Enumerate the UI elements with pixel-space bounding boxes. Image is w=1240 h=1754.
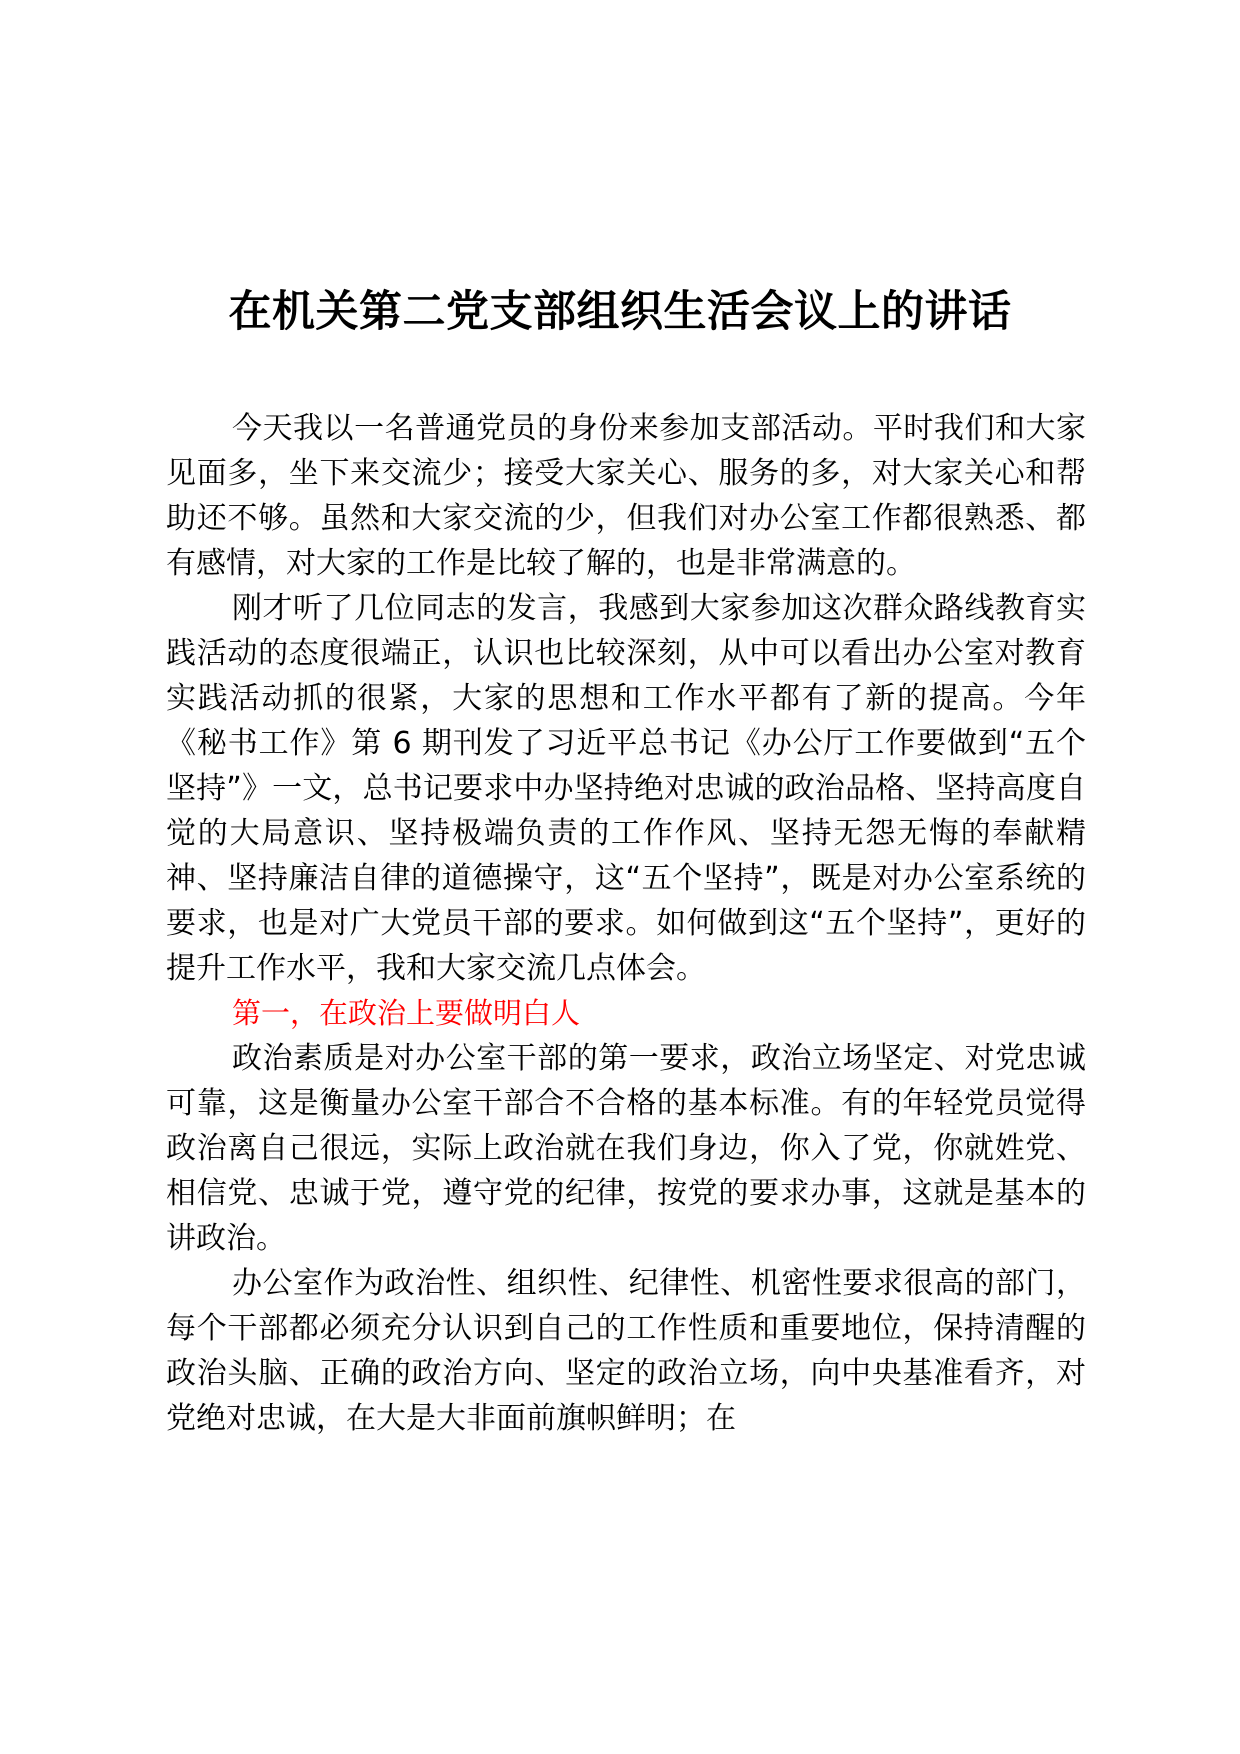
document-body	[166, 406, 1086, 1441]
body-paragraph: 刚才听了几位同志的发言，我感到大家参加这次群众路线教育实践活动的态度很端正，认识也比较深刻，从中可以看出办公室对教育实践活动抓的很紧，大家的思想和工作水平都有了新的提高。今年《秘书工作》第 6 期刊发了习近平总书记《办公厅工作要做到“五个坚持”》一文，总书记要求中办坚持绝对忠诚的政治品格、坚持高度自觉的大局意识、坚持极端负责的工作作风、坚持无怨无悔的奉献精神、坚持廉洁自律的道德操守，这“五个坚持”，既是对办公室系统的要求，也是对广大党员干部的要求。如何做到这“五个坚持”，更好的提升工作水平，我和大家交流几点体会。	[166, 591, 1086, 986]
body-paragraph: 政治素质是对办公室干部的第一要求，政治立场坚定、对党忠诚可靠，这是衡量办公室干部合不合格的基本标准。有的年轻党员觉得政治离自己很远，实际上政治就在我们身边，你入了党，你就姓党、相信党、忠诚于党，遵守党的纪律，按党的要求办事，这就是基本的讲政治。	[166, 1041, 1086, 1256]
section-heading: 第一，在政治上要做明白人	[232, 996, 581, 1030]
body-paragraph: 办公室作为政治性、组织性、纪律性、机密性要求很高的部门，每个干部都必须充分认识到自己的工作性质和重要地位，保持清醒的政治头脑、正确的政治方向、坚定的政治立场，向中央基准看齐，对党绝对忠诚，在大是大非面前旗帜鲜明；在	[166, 1266, 1086, 1436]
document-title: 在机关第二党支部组织生活会议上的讲话	[228, 287, 1012, 337]
body-paragraph: 今天我以一名普通党员的身份来参加支部活动。平时我们和大家见面多，坐下来交流少；接受大家关心、服务的多，对大家关心和帮助还不够。虽然和大家交流的少，但我们对办公室工作都很熟悉、都有感情，对大家的工作是比较了解的，也是非常满意的。	[166, 411, 1086, 581]
